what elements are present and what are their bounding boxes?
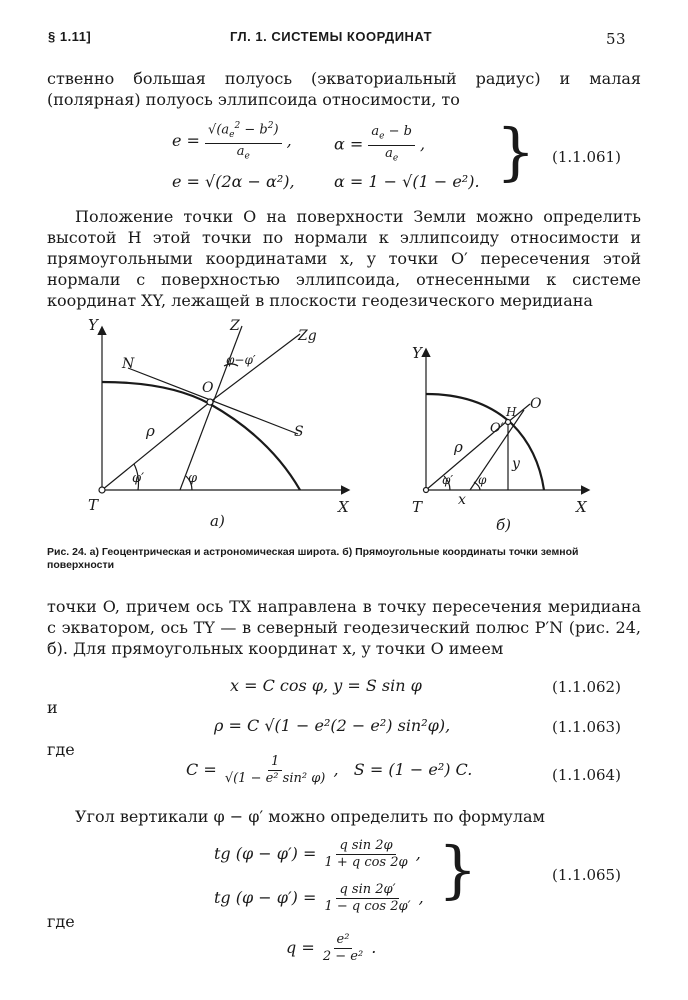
section-ref: § 1.11] xyxy=(48,29,92,44)
normal-line-a xyxy=(180,326,242,490)
equation-1065b: tg (φ − φ′) = $\frac{\text{q sin 2φ′}}{\text{1 − q cos 2φ′}}$ , xyxy=(214,882,424,914)
equation-q: q = $\frac{\text{e²}}{\text{2 − e²}}$ . xyxy=(286,932,377,964)
label-X-a: X xyxy=(338,498,349,516)
equation-label-1062: (1.1.062) xyxy=(552,678,621,696)
label-Y-a: Y xyxy=(88,318,98,334)
chapter-title: ГЛ. 1. СИСТЕМЫ КООРДИНАТ xyxy=(230,29,433,44)
label-S-a: S xyxy=(294,424,304,440)
zenith-line-a xyxy=(210,334,300,402)
label-phi-a: φ xyxy=(188,471,198,486)
word-where-1: где xyxy=(47,740,75,759)
label-phi-diff-a: φ−φ′ xyxy=(226,353,256,367)
right-brace-2: } xyxy=(438,833,478,906)
equation-label-1063: (1.1.063) xyxy=(552,718,621,736)
equation-label-1065: (1.1.065) xyxy=(552,866,621,884)
paragraph-3: точки O, причем ось TX направлена в точку пересечения меридиана с экватором, ось TY — в северный геодезический полюс P′N (рис. 24, б). Для прямоугольных координат x, y точки O имеем xyxy=(47,597,641,658)
equation-1064: C = $\frac{1}{\text{√(1 − e² sin² φ)}}$ , S = (1 − e²) C. xyxy=(186,754,473,786)
label-T-b: T xyxy=(412,498,423,516)
label-phi-b: φ xyxy=(478,473,487,487)
figure-caption: Рис. 24. а) Геоцентрическая и астрономическая широта. б) Прямоугольные координаты точки земной поверхности xyxy=(47,546,579,571)
label-H-b: H xyxy=(506,405,517,419)
right-brace: } xyxy=(496,115,536,188)
figure-24 xyxy=(60,318,620,540)
label-rho-a: ρ xyxy=(146,422,155,440)
word-and: и xyxy=(47,698,58,717)
equation-1063: ρ = C √(1 − e²(2 − e²) sin²φ), xyxy=(214,716,451,735)
label-rho-b: ρ xyxy=(454,438,463,456)
label-Oprime-b: O′ xyxy=(490,421,504,436)
point-O-a xyxy=(207,399,213,405)
equation-alpha-e: α = 1 − √(1 − e²). xyxy=(334,172,480,191)
page-number: 53 xyxy=(606,30,627,48)
paragraph-1: ственно большая полуось (экваториальный радиус) и малая (полярная) полуось эллипсоида относимости, то xyxy=(47,69,641,109)
equation-label-1061: (1.1.061) xyxy=(552,148,621,166)
paragraph-4: Угол вертикали φ − φ′ можно определить по формулам xyxy=(75,807,545,826)
word-where-2: где xyxy=(47,912,75,931)
equation-e-sqrt: e = $\frac{√(a_e^2 - b^2)}{a_e}$ , xyxy=(172,118,292,165)
label-phi-prime-b: φ′ xyxy=(442,473,454,487)
label-sub-b: б) xyxy=(496,516,512,534)
equation-e-alpha: e = √(2α − α²), xyxy=(172,172,295,191)
label-N-a: N xyxy=(122,356,135,372)
panel-b xyxy=(424,350,589,493)
label-X-b: X xyxy=(576,498,587,516)
point-Oprime-b xyxy=(506,420,511,425)
label-sub-a: а) xyxy=(210,512,225,530)
equation-1065a: tg (φ − φ′) = $\frac{\text{q sin 2φ}}{\text{1 + q cos 2φ}}$ , xyxy=(214,838,421,870)
label-T-a: T xyxy=(88,496,99,514)
label-x-b: x xyxy=(458,492,466,508)
point-T-a xyxy=(99,487,105,493)
paragraph-2: Положение точки O на поверхности Земли можно определить высотой H этой точки по нормали к эллипсоиду относимости и прямоугольными координатами x, y точки O′ пересечения этой нормали с поверхностью эллипсоида, отнесенными к системе координат XY, лежащей в плоскости геодезического меридиана xyxy=(47,207,641,310)
label-y-b: y xyxy=(512,456,520,472)
panel-a xyxy=(99,326,348,493)
equation-1062: x = C cos φ, y = S sin φ xyxy=(230,676,422,695)
label-Zg-a: Zg xyxy=(298,328,317,344)
label-Y-b: Y xyxy=(412,344,422,362)
point-T-b xyxy=(424,488,429,493)
label-O-b: O xyxy=(530,396,542,412)
label-Z-a: Z xyxy=(230,318,240,334)
equation-label-1064: (1.1.064) xyxy=(552,766,621,784)
label-O-a: O xyxy=(202,380,214,396)
label-phi-prime-a: φ′ xyxy=(132,471,145,486)
equation-alpha-frac: α = $\frac{a_e - b}{a_e}$ , xyxy=(334,124,426,164)
